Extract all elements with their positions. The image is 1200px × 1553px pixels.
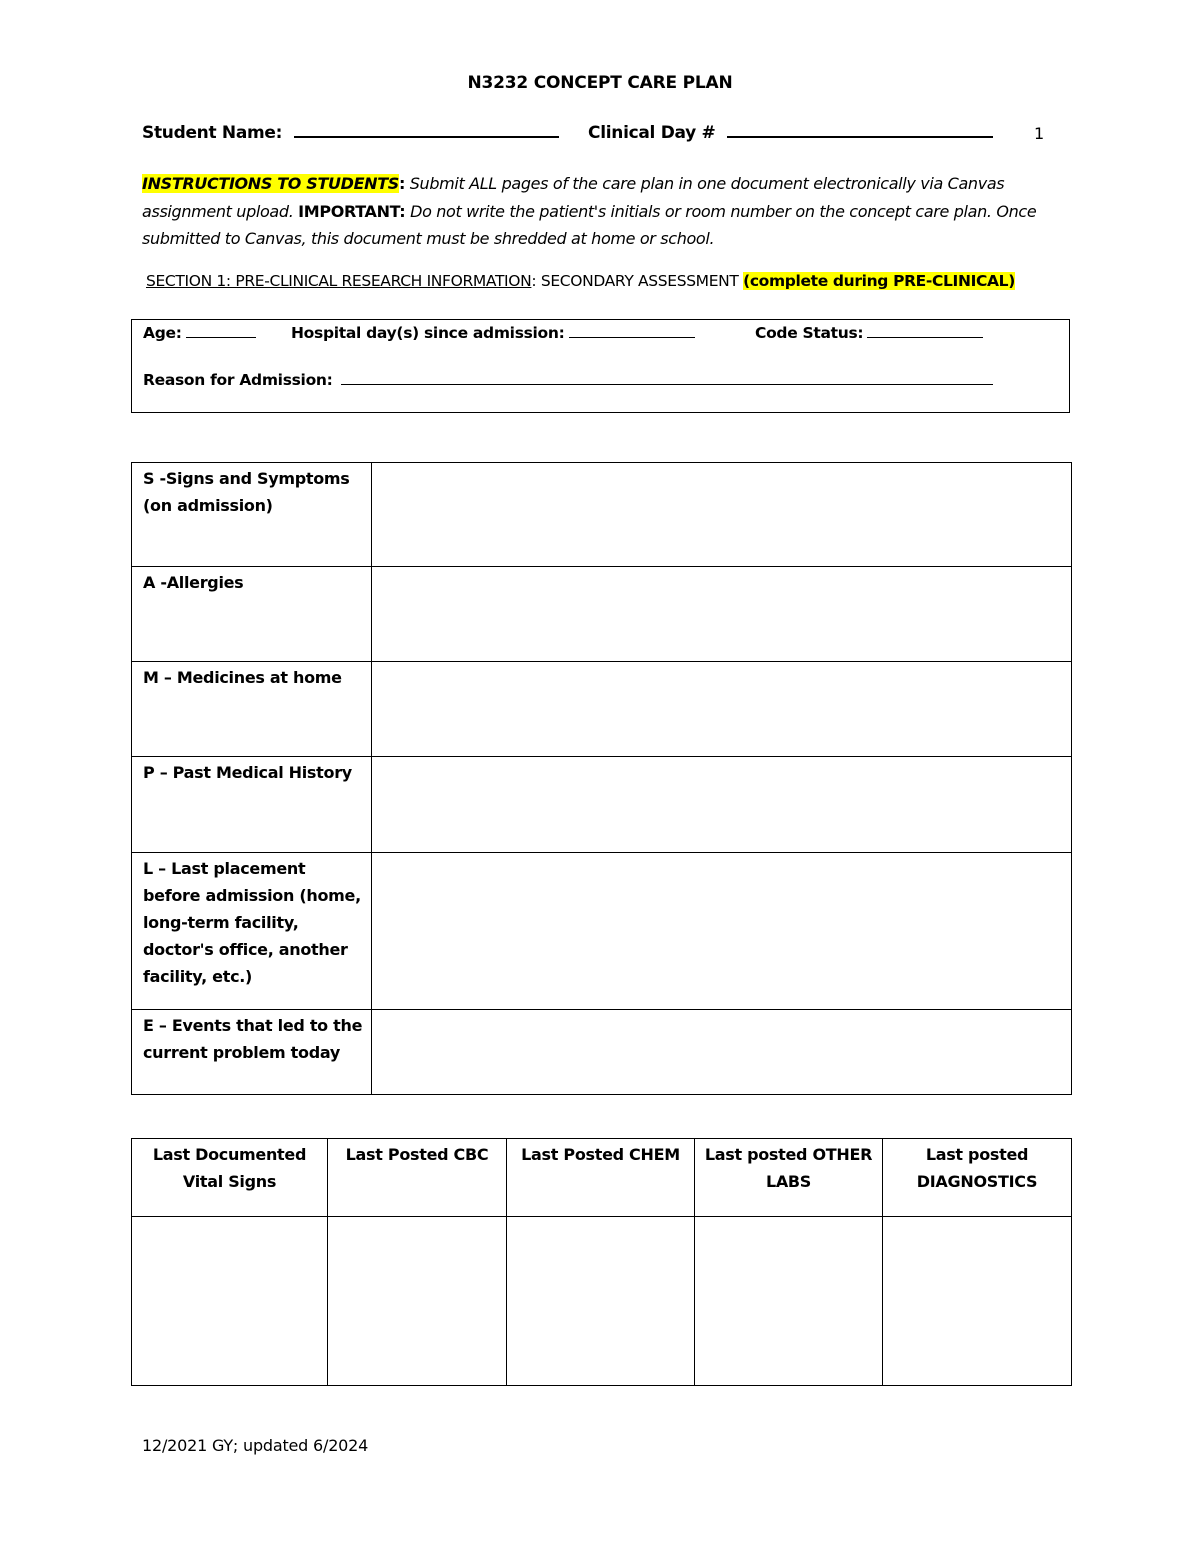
- labs-header-cell: [132, 1139, 328, 1217]
- section-1-subtitle: : SECONDARY ASSESSMENT: [531, 272, 744, 290]
- important-label: IMPORTANT:: [298, 201, 406, 221]
- labs-header-cbc: Last Posted CBC: [345, 1145, 489, 1164]
- row-label-cell: [132, 567, 372, 662]
- sample-label-p: P – Past Medical History: [143, 763, 352, 782]
- table-row: [132, 567, 1072, 662]
- answer-cell-m[interactable]: [372, 662, 1072, 757]
- labs-entry-chem[interactable]: [507, 1217, 695, 1386]
- age-blank[interactable]: [186, 325, 256, 338]
- answer-cell-l[interactable]: [372, 853, 1072, 1010]
- table-row: [132, 853, 1072, 1010]
- document-title: N3232 CONCEPT CARE PLAN: [467, 73, 733, 93]
- sample-label-e: E – Events that led to the current problem today: [143, 1016, 363, 1062]
- page-number: 1: [1034, 124, 1045, 143]
- hospital-days-blank[interactable]: [569, 325, 695, 338]
- answer-cell-e[interactable]: [372, 1010, 1072, 1095]
- code-status-blank[interactable]: [867, 325, 983, 338]
- sample-label-s: S -Signs and Symptoms (on admission): [143, 469, 350, 515]
- labs-entry-vitals[interactable]: [132, 1217, 328, 1386]
- answer-cell-s[interactable]: [372, 463, 1072, 567]
- footer-revision-note: 12/2021 GY; updated 6/2024: [142, 1436, 369, 1455]
- sample-history-table: [131, 462, 1072, 1095]
- table-row: [132, 463, 1072, 567]
- section-1-highlight: (complete during PRE-CLINICAL): [743, 272, 1015, 290]
- labs-table: [131, 1138, 1072, 1386]
- reason-blank[interactable]: [341, 372, 993, 385]
- row-label-cell: [132, 1010, 372, 1095]
- code-status-label: Code Status:: [755, 324, 864, 342]
- code-status-field: [755, 324, 983, 342]
- labs-entry-cbc[interactable]: [328, 1217, 507, 1386]
- labs-header-cell: [695, 1139, 883, 1217]
- student-info-line: [142, 122, 993, 143]
- labs-header-cell: [328, 1139, 507, 1217]
- age-label: Age:: [143, 324, 182, 342]
- sample-label-l: L – Last placement before admission (home, long-term facility, doctor's office, another facility, etc.): [143, 859, 361, 986]
- sample-label-a: A -Allergies: [143, 573, 244, 592]
- row-label-cell: [132, 853, 372, 1010]
- row-label-cell: [132, 757, 372, 853]
- reason-label: Reason for Admission:: [143, 371, 333, 389]
- instructions-colon: :: [398, 174, 406, 193]
- labs-header-vitals: Last Documented Vital Signs: [152, 1145, 307, 1191]
- table-row: [132, 757, 1072, 853]
- labs-header-cell: [507, 1139, 695, 1217]
- table-row: [132, 1010, 1072, 1095]
- clinical-day-label: Clinical Day #: [588, 123, 716, 143]
- table-row: [132, 662, 1072, 757]
- instructions-text-2: Do not write the patient's initials or room number on the concept care plan. Once submitted to Canvas, this document must be shredded at home or school.: [142, 201, 1037, 248]
- hospital-days-label: Hospital day(s) since admission:: [291, 324, 565, 342]
- patient-info-box: [131, 319, 1070, 413]
- table-row: [132, 1217, 1072, 1386]
- labs-header-cell: [883, 1139, 1072, 1217]
- clinical-day-blank[interactable]: [727, 122, 993, 138]
- instructions-text-1: Submit ALL pages of the care plan in one document electronically via Canvas assignment upload.: [142, 174, 1005, 221]
- sample-label-m: M – Medicines at home: [143, 668, 342, 687]
- row-label-cell: [132, 662, 372, 757]
- hospital-days-field: [291, 324, 695, 342]
- reason-field: [143, 371, 993, 389]
- labs-entry-other-labs[interactable]: [695, 1217, 883, 1386]
- section-1-title: SECTION 1: PRE-CLINICAL RESEARCH INFORMATION: [146, 272, 532, 290]
- labs-entry-diagnostics[interactable]: [883, 1217, 1072, 1386]
- labs-header-other-labs: Last posted OTHER LABS: [704, 1145, 873, 1191]
- instructions-lead: INSTRUCTIONS TO STUDENTS: [142, 174, 399, 193]
- section-1-heading: [146, 272, 1015, 290]
- age-field: [143, 324, 256, 342]
- table-row: [132, 1139, 1072, 1217]
- student-name-blank[interactable]: [294, 122, 559, 138]
- answer-cell-p[interactable]: [372, 757, 1072, 853]
- instructions-paragraph: [142, 170, 1072, 253]
- answer-cell-a[interactable]: [372, 567, 1072, 662]
- row-label-cell: [132, 463, 372, 567]
- labs-header-diagnostics: Last posted DIAGNOSTICS: [916, 1145, 1038, 1191]
- student-name-label: Student Name:: [142, 123, 283, 143]
- labs-header-chem: Last Posted CHEM: [521, 1145, 680, 1164]
